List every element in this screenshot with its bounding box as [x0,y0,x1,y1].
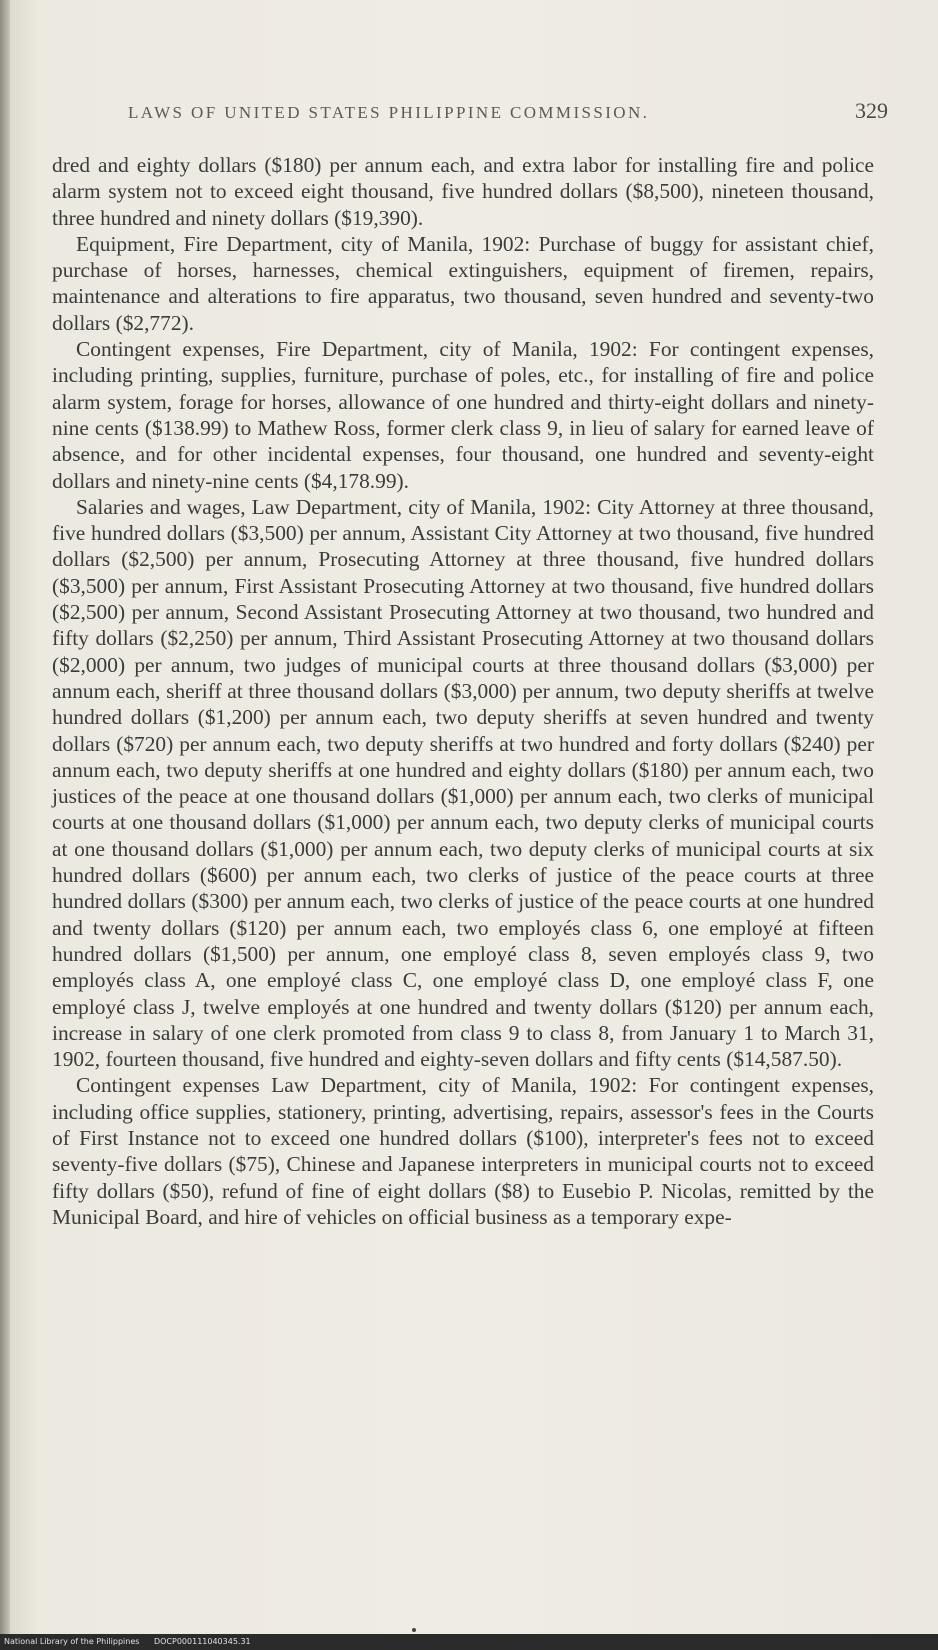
running-header [128,98,888,124]
footer-source: National Library of the Philippines [4,1637,140,1646]
footer-identifier: DOCP000111040345.31 [153,1637,251,1646]
paragraph-continuation: dred and eighty dollars ($180) per annum each, and extra labor for installing fire and police alarm system not to exceed eight thousand, five hundred dollars ($8,500), nineteen thousand, three hundred and ninety dollars ($19,390). [52,153,874,230]
running-title: LAWS OF UNITED STATES PHILIPPINE COMMISSION. [128,103,650,122]
paragraph-fire-contingent: Contingent expenses, Fire Department, city of Manila, 1902: For contingent expenses, including printing, supplies, furniture, purchase of poles, etc., for installing of fire and police alarm system, forage for horses, allowance of one hundred and thirty-eight dollars and ninety-nine cents ($138.99) to Mathew Ross, former clerk class 9, in lieu of salary for earned leave of absence, and for other incidental expenses, four thousand, one hundred and seventy-eight dollars and ninety-nine cents ($4,178.99). [52,337,874,493]
scan-footer [0,1634,938,1650]
paragraph-law-salaries: Salaries and wages, Law Department, city of Manila, 1902: City Attorney at three thousand, five hundred dollars ($3,500) per annum, Assistant City Attorney at two thousand, five hundred dollars ($2,500) per annum, Prosecuting Attorney at three thousand, five hundred dollars ($3,500) per annum, First Assistant Prosecuting Attorney at two thousand, five hundred dollars ($2,500) per annum, Second Assistant Prosecuting Attorney at two thousand, two hundred and fifty dollars ($2,250) per annum, Third Assistant Prosecuting Attorney at two thousand dollars ($2,000) per annum, two judges of municipal courts at three thousand dollars ($3,000) per annum each, sheriff at three thousand dollars ($3,000) per annum, two deputy sheriffs at twelve hundred dollars ($1,200) per annum each, two deputy sheriffs at seven hundred and twenty dollars ($720) per annum each, two deputy sheriffs at two hundred and forty dollars ($240) per annum each, two deputy sheriffs at one hundred and eighty dollars ($180) per annum each, two justices of the peace at one thousand dollars ($1,000) per annum each, two clerks of municipal courts at one thousand dollars ($1,000) per annum each, two deputy clerks of municipal courts at one thousand dollars ($1,000) per annum each, two deputy clerks of municipal courts at six hundred dollars ($600) per annum each, two clerks of justice of the peace courts at three hundred dollars ($300) per annum each, two clerks of justice of the peace courts at one hundred and twenty dollars ($120) per annum each, two employés class 6, one employé at fifteen hundred dollars ($1,500) per annum, one employé class 8, seven employés class 9, two employés class A, one employé class C, one employé class D, one employé class F, one employé class J, twelve employés at one hundred and twenty dollars ($120) per annum each, increase in salary of one clerk promoted from class 9 to class 8, from January 1 to March 31, 1902, fourteen thousand, five hundred and eighty-seven dollars and fifty cents ($14,587.50). [52,494,874,1072]
paragraph-fire-equipment: Equipment, Fire Department, city of Manila, 1902: Purchase of buggy for assistant chief, purchase of horses, harnesses, chemical extinguishers, equipment of firemen, repairs, maintenance and alterations to fire apparatus, two thousand, seven hundred and seventy-two dollars ($2,772). [52,231,874,335]
book-spine-shadow [0,0,10,1650]
ink-dot [412,1628,416,1632]
page-number: 329 [855,98,888,123]
page-body [52,152,874,1230]
paragraph-law-contingent: Contingent expenses Law Department, city of Manila, 1902: For contingent expenses, including office supplies, stationery, printing, advertising, repairs, assessor's fees in the Courts of First Instance not to exceed one hundred dollars ($100), interpreter's fees not to exceed seventy-five dollars ($75), Chinese and Japanese interpreters in municipal courts not to exceed fifty dollars ($50), refund of fine of eight dollars ($8) to Eusebio P. Nicolas, remitted by the Municipal Board, and hire of vehicles on official business as a temporary expe- [52,1073,874,1229]
